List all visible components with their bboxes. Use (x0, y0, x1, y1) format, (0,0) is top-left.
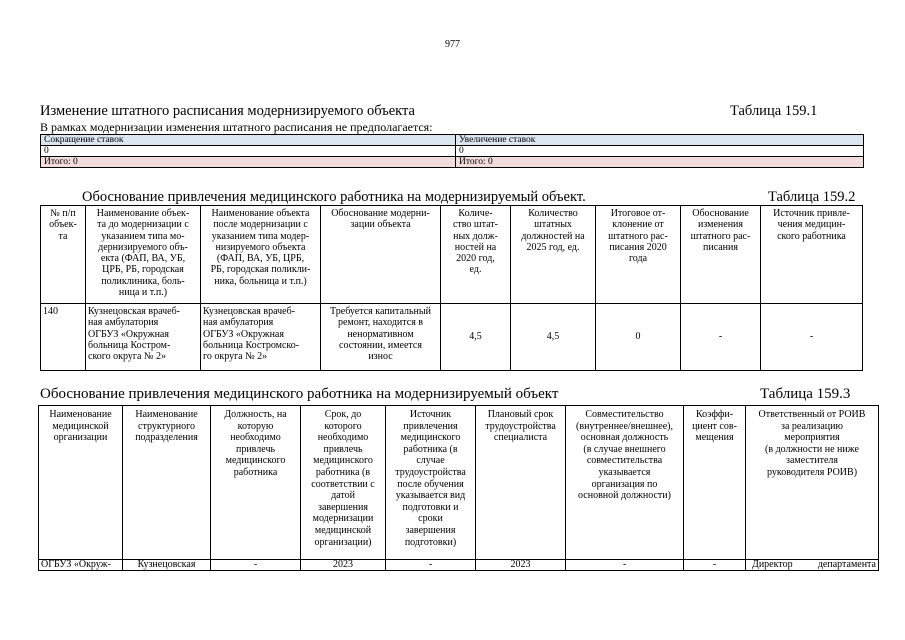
column-header-object-number: № п/п объек- та (41, 206, 86, 304)
table-row (41, 146, 864, 157)
column-header-positions-2020: Количе- ство штат- ных долж- ностей на 2020 год, ед. (441, 206, 511, 304)
cell-responsible: Директор департамента (746, 560, 879, 571)
cell-part-time: - (566, 560, 684, 571)
column-header-change-reason: Обоснование изменения штатного рас- писания (681, 206, 761, 304)
header-row (41, 206, 863, 304)
column-header-department: Наименование структурного подразделения (123, 406, 211, 560)
table-159-2-title: Обоснование привлечения медицинского работника на модернизируемый объект. (82, 189, 586, 205)
cell-organization: ОГБУЗ «Окруж- (39, 560, 123, 571)
cell-positions-2025: 4,5 (511, 304, 596, 371)
table-row (41, 304, 863, 371)
column-header-worker-source: Источник привле- чения медицин- ского работника (761, 206, 863, 304)
column-header-part-time: Совместительство (внутреннее/внешнее), основная должность (в случае внешнего совместительства указывается организация по основной должности) (566, 406, 684, 560)
column-header-organization: Наименование медицинской организации (39, 406, 123, 560)
cell-positions-2020: 4,5 (441, 304, 511, 371)
table-159-1-label: Таблица 159.1 (730, 103, 818, 119)
column-header-worker-source: Источник привлечения медицинского работника (в случае трудоустройства после обучения указывается вид подготовки и сроки завершения подготовки) (386, 406, 476, 560)
table-159-3-title: Обоснование привлечения медицинского работника на модернизируемый объект (40, 386, 559, 402)
table-159-1 (40, 134, 864, 168)
totals-row (41, 157, 864, 168)
total-rate-increase: Итого: 0 (456, 157, 864, 168)
table-159-1-note: В рамках модернизации изменения штатного расписания не предполагается: (40, 120, 433, 134)
column-header-deadline: Срок, до которого необходимо привлечь медицинского работника (в соответствии с датой завершения модернизации медицинской организации) (301, 406, 386, 560)
cell-planned-hiring: 2023 (476, 560, 566, 571)
header-row (41, 135, 864, 146)
table-row (39, 560, 879, 571)
table-159-1-title: Изменение штатного расписания модернизируемого объекта (40, 103, 415, 119)
cell-rate-increase: 0 (456, 146, 864, 157)
cell-deadline: 2023 (301, 560, 386, 571)
cell-coefficient: - (684, 560, 746, 571)
cell-worker-source: - (761, 304, 863, 371)
total-rate-reduction: Итого: 0 (41, 157, 456, 168)
table-159-2 (40, 205, 863, 371)
column-header-modernization-reason: Обоснование модерни- зации объекта (321, 206, 441, 304)
cell-department: Кузнецовская (123, 560, 211, 571)
cell-rate-reduction: 0 (41, 146, 456, 157)
table-159-3 (38, 405, 879, 571)
cell-object-number: 140 (41, 304, 86, 371)
column-header-name-after: Наименование объекта после модернизации с указанием типа модер- низируемого объекта (ФАП, ВА, УБ, ЦРБ, РБ, городская поликли- ника, больница и т.п.) (201, 206, 321, 304)
column-header-responsible: Ответственный от РОИВ за реализацию мероприятия (в должности не ниже заместителя руководителя РОИВ) (746, 406, 879, 560)
column-header-name-before: Наименование объек- та до модернизации с указанием типа мо- дернизируемого объ- екта (ФАП, ВА, УБ, ЦРБ, РБ, городская поликлиника, боль- ница и т.п.) (86, 206, 201, 304)
page-number: 977 (445, 39, 460, 50)
column-header-planned-hiring: Плановый срок трудоустройства специалиста (476, 406, 566, 560)
cell-name-after: Кузнецовская врачеб- ная амбулатория ОГБУЗ «Окружная больница Костромско- го округа № 2» (201, 304, 321, 371)
cell-modernization-reason: Требуется капитальный ремонт, находится в ненормативном состоянии, имеется износ (321, 304, 441, 371)
column-header-rate-reduction: Сокращение ставок (41, 135, 456, 146)
column-header-coefficient: Коэффи- циент сов- мещения (684, 406, 746, 560)
table-159-2-label: Таблица 159.2 (768, 189, 856, 205)
cell-name-before: Кузнецовская врачеб- ная амбулатория ОГБУЗ «Окружная больница Костром- ского округа № 2» (86, 304, 201, 371)
cell-change-reason: - (681, 304, 761, 371)
column-header-rate-increase: Увеличение ставок (456, 135, 864, 146)
cell-position: - (211, 560, 301, 571)
cell-worker-source: - (386, 560, 476, 571)
column-header-position: Должность, на которую необходимо привлечь медицинского работника (211, 406, 301, 560)
table-159-3-label: Таблица 159.3 (760, 386, 851, 402)
column-header-deviation: Итоговое от- клонение от штатного рас- писания 2020 года (596, 206, 681, 304)
column-header-positions-2025: Количество штатных должностей на 2025 год, ед. (511, 206, 596, 304)
header-row (39, 406, 879, 560)
cell-deviation: 0 (596, 304, 681, 371)
